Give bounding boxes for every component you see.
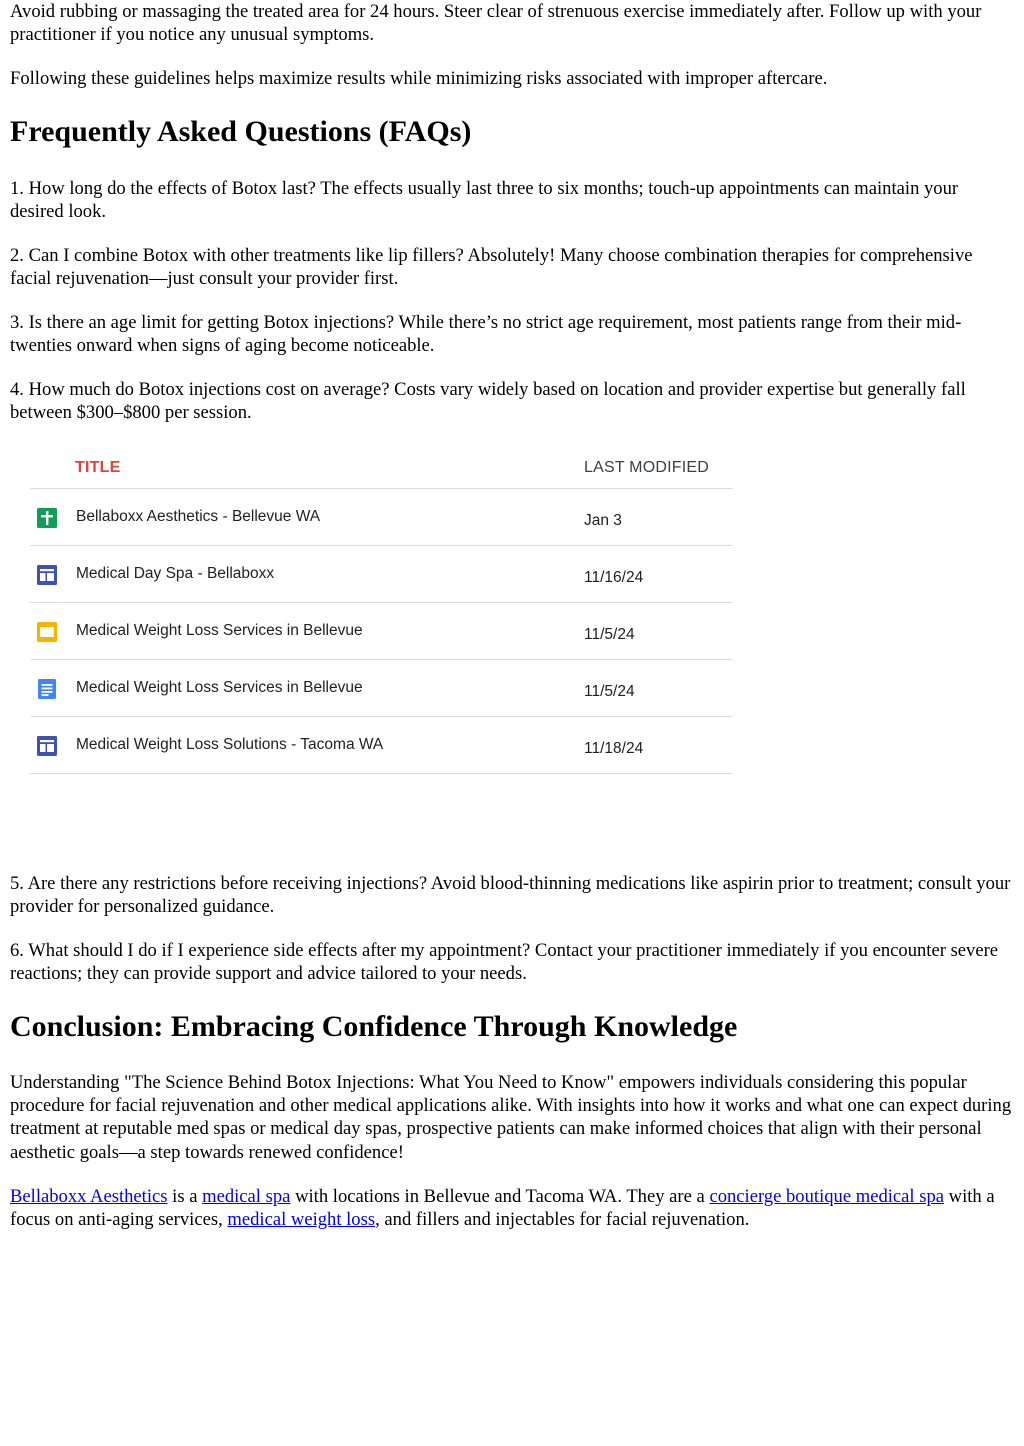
file-row[interactable] — [30, 603, 733, 660]
file-title[interactable]: Medical Weight Loss Services in Bellevue — [76, 622, 363, 639]
faq-item-1: 1. How long do the effects of Botox last? The effects usually last three to six months; touch-up appointments can maintain your desired look. — [10, 178, 959, 223]
conclusion-paragraph: Understanding "The Science Behind Botox Injections: What You Need to Know" empowers individuals considering this popular procedure for facial rejuvenation and other medical applications alike. With insights into how it works and what one can expect during treatment at reputable med spas or medical day spas, prospective patients can make informed choices that align with their personal aesthetic goals—a step towards renewed confidence! — [10, 1072, 1012, 1163]
file-last-modified: 11/16/24 — [584, 569, 644, 586]
about-text-4: , and fillers and injectables for facial rejuvenation. — [375, 1209, 750, 1231]
faq-heading: Frequently Asked Questions (FAQs) — [10, 115, 472, 148]
bellaboxx-aesthetics-link[interactable]: Bellaboxx Aesthetics — [10, 1186, 168, 1207]
medical-weight-loss-link[interactable]: medical weight loss — [227, 1209, 376, 1231]
conclusion-heading: Conclusion: Embracing Confidence Through Knowledge — [10, 1010, 738, 1043]
file-row[interactable] — [30, 660, 733, 717]
about-text-3: with a focus on anti-aging services, — [10, 1186, 995, 1231]
google-docs-icon — [37, 679, 57, 699]
file-list-table — [30, 448, 733, 774]
file-row[interactable] — [30, 717, 733, 774]
file-last-modified: 11/5/24 — [584, 626, 635, 643]
file-row[interactable] — [30, 489, 733, 546]
about-text-2: with locations in Bellevue and Tacoma WA. They are a — [290, 1186, 710, 1207]
column-header-last-modified[interactable]: LAST MODIFIED — [584, 459, 709, 476]
file-last-modified: 11/5/24 — [584, 683, 635, 700]
aftercare-paragraph: Avoid rubbing or massaging the treated area for 24 hours. Steer clear of strenuous exercise immediately after. Follow up with your practitioner if you notice any unusual symptoms. — [10, 1, 982, 46]
faq-item-6: 6. What should I do if I experience side effects after my appointment? Contact your practitioner immediately if you encounter severe reactions; they can provide support and advice tailored to your needs. — [10, 940, 999, 985]
medical-spa-link[interactable]: medical spa — [202, 1186, 291, 1207]
file-title[interactable]: Medical Weight Loss Services in Bellevue — [76, 679, 363, 696]
google-sites-layout-icon — [37, 565, 57, 585]
faq-item-4: 4. How much do Botox injections cost on average? Costs vary widely based on location and provider expertise but generally fall between $300–$800 per session. — [10, 379, 966, 424]
file-last-modified: Jan 3 — [584, 512, 622, 529]
google-sites-layout-icon — [37, 736, 57, 756]
faq-item-2: 2. Can I combine Botox with other treatments like lip fillers? Absolutely! Many choose combination therapies for comprehensive facial rejuvenation—just consult your provider first. — [10, 245, 973, 290]
file-list-header — [30, 448, 733, 489]
faq-item-5: 5. Are there any restrictions before receiving injections? Avoid blood-thinning medications like aspirin prior to treatment; consult your provider for personalized guidance. — [10, 873, 1011, 918]
column-header-title[interactable]: TITLE — [75, 459, 121, 476]
file-last-modified: 11/18/24 — [584, 740, 644, 757]
about-paragraph — [10, 1185, 1014, 1231]
file-title[interactable]: Medical Day Spa - Bellaboxx — [76, 565, 275, 582]
faq-item-3: 3. Is there an age limit for getting Botox injections? While there’s no strict age requirement, most patients range from their mid-twenties onward when signs of aging become noticeable. — [10, 312, 962, 357]
about-text-1: is a — [167, 1186, 203, 1207]
file-title[interactable]: Medical Weight Loss Solutions - Tacoma WA — [76, 736, 384, 753]
file-title[interactable]: Bellaboxx Aesthetics - Bellevue WA — [76, 508, 321, 525]
google-sites-icon — [37, 508, 57, 528]
file-row[interactable] — [30, 546, 733, 603]
google-slides-icon — [37, 622, 57, 642]
guidelines-paragraph: Following these guidelines helps maximize results while minimizing risks associated with improper aftercare. — [10, 68, 828, 89]
concierge-boutique-medical-spa-link[interactable]: concierge boutique medical spa — [709, 1186, 945, 1207]
